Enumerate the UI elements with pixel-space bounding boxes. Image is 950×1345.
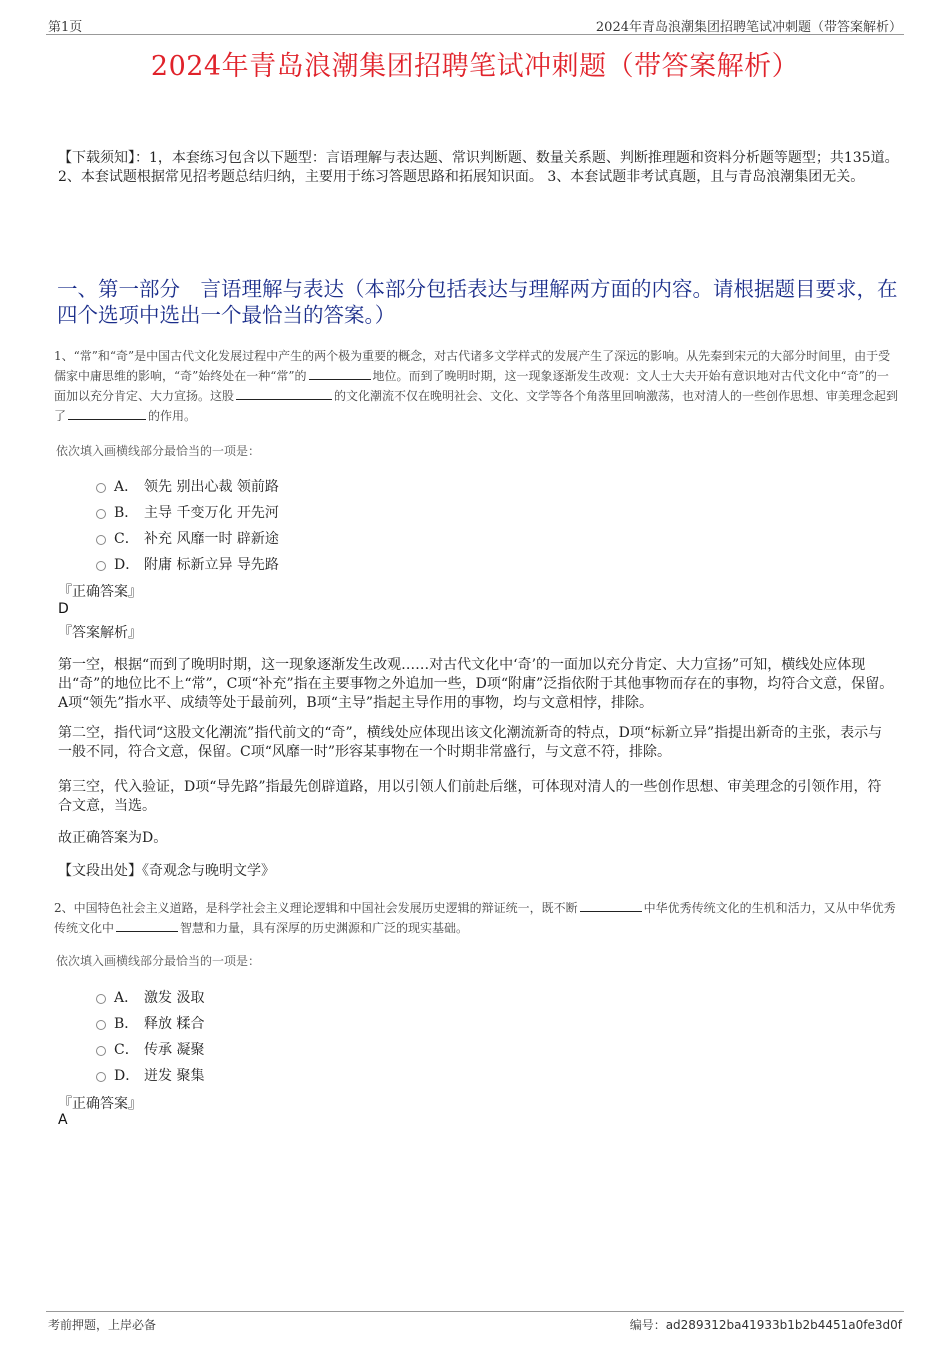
option-a[interactable]: A． 激发 汲取 bbox=[96, 984, 204, 1010]
radio-icon[interactable] bbox=[96, 561, 106, 571]
analysis-paragraph-2: 第二空，指代词“这股文化潮流”指代前文的“奇”，横线处应体现出该文化潮流新奇的特点，D项“标新立异”指提出新奇的主张，表示与一般不同，符合文意，保留。C项“风靡一时”形容某事物在一个时期非常盛行，与文意不符，排除。 bbox=[58, 725, 883, 760]
radio-icon[interactable] bbox=[96, 509, 106, 519]
correct-answer: A bbox=[58, 1112, 68, 1128]
analysis-conclusion: 故正确答案为D。 bbox=[58, 830, 168, 846]
radio-icon[interactable] bbox=[96, 1046, 106, 1056]
option-d[interactable]: D． 迸发 聚集 bbox=[96, 1062, 204, 1088]
fill-blank-3 bbox=[68, 406, 146, 420]
question-1-stem bbox=[54, 346, 900, 426]
page-header bbox=[46, 14, 904, 35]
q1-text-2: 地位。而到了晚明时期，这一现象逐渐发生改观：文人士大夫开始有意识地对古代文化中“奇”的一面加以充分肯定、大力宣扬。这股 bbox=[54, 369, 889, 403]
question-1-prompt: 依次填入画横线部分最恰当的一项是： bbox=[56, 444, 261, 458]
download-notice: 【下载须知】：1，本套练习包含以下题型：言语理解与表达题、常识判断题、数量关系题、判断推理题和资料分析题等题型；共135道。 2、本套试题根据常见招考题总结归纳，主要用于练习答题思路和拓展知识面。 3、本套试题非考试真题，且与青岛浪潮集团无关。 bbox=[58, 150, 899, 185]
header-doc-title: 2024年青岛浪潮集团招聘笔试冲刺题（带答案解析） bbox=[595, 20, 902, 35]
analysis-paragraph-3: 第三空，代入验证，D项“导先路”指最先创辟道路，用以引领人们前赴后继，可体现对清人的一些创作思想、审美理念的引领作用，符合文意，当选。 bbox=[58, 779, 882, 814]
option-d[interactable]: D． 附庸 标新立异 导先路 bbox=[96, 551, 279, 577]
fill-blank-2 bbox=[116, 918, 178, 932]
q2-text-1: 2、中国特色社会主义道路，是科学社会主义理论逻辑和中国社会发展历史逻辑的辩证统一，既不断 bbox=[54, 901, 578, 915]
radio-icon[interactable] bbox=[96, 994, 106, 1004]
page-footer bbox=[46, 1311, 904, 1336]
question-2-prompt: 依次填入画横线部分最恰当的一项是： bbox=[56, 954, 261, 968]
question-1-options bbox=[96, 473, 279, 577]
radio-icon[interactable] bbox=[96, 483, 106, 493]
radio-icon[interactable] bbox=[96, 535, 106, 545]
option-c[interactable]: C． 补充 风靡一时 辟新途 bbox=[96, 525, 279, 551]
question-2-options bbox=[96, 984, 204, 1088]
q2-text-3: 智慧和力量，具有深厚的历史渊源和广泛的现实基础。 bbox=[180, 921, 469, 935]
code-label: 编号： bbox=[629, 1318, 666, 1332]
option-a[interactable]: A． 领先 别出心裁 领前路 bbox=[96, 473, 279, 499]
code-value: ad289312ba41933b1b2b4451a0fe3d0f bbox=[665, 1318, 902, 1332]
analysis-label: 『答案解析』 bbox=[58, 625, 142, 641]
footer-slogan: 考前押题，上岸必备 bbox=[48, 1318, 157, 1332]
text-source: 【文段出处】《奇观念与晚明文学》 bbox=[58, 863, 275, 879]
correct-answer-label: 『正确答案』 bbox=[58, 1096, 142, 1112]
radio-icon[interactable] bbox=[96, 1072, 106, 1082]
correct-answer: D bbox=[58, 601, 69, 617]
page-number: 第1页 bbox=[48, 20, 83, 35]
q1-text-1: 1、“常”和“奇”是中国古代文化发展过程中产生的两个极为重要的概念，对古代诸多文学样式的发展产生了深远的影响。从先秦到宋元的大部分时间里，由于受儒家中庸思维的影响，“奇”始终处在一种“常”的 bbox=[54, 349, 891, 383]
analysis-paragraph-1: 第一空，根据“而到了晚明时期，这一现象逐渐发生改观……对古代文化中‘奇’的一面加以充分肯定、大力宣扬”可知，横线处应体现出“奇”的地位比不上“常”，C项“补充”指在主要事物之外追加一些，D项“附庸”泛指依附于其他事物而存在的事物，均符合文意，保留。A项“领先”指水平、成绩等处于最前列，B项“主导”指起主导作用的事物，均与文意相悖，排除。 bbox=[58, 657, 894, 711]
q1-text-3: 的文化潮流不仅在晚明社会、文化、文学等各个角落里回响激荡，也对清人的一些创作思想、审美理念起到了 bbox=[54, 389, 899, 423]
fill-blank-1 bbox=[309, 366, 371, 380]
option-b[interactable]: B． 主导 千变万化 开先河 bbox=[96, 499, 279, 525]
document-title: 2024年青岛浪潮集团招聘笔试冲刺题（带答案解析） bbox=[150, 51, 800, 82]
fill-blank-2 bbox=[236, 386, 332, 400]
fill-blank-1 bbox=[580, 898, 642, 912]
section-heading: 一、第一部分 言语理解与表达（本部分包括表达与理解两方面的内容。请根据题目要求，在四个选项中选出一个最恰当的答案。） bbox=[57, 277, 898, 327]
question-2-stem bbox=[54, 898, 900, 938]
q2-text-2: 中华优秀传统文化的生机和活力，又从中华优秀传统文化中 bbox=[54, 901, 896, 935]
option-b[interactable]: B． 释放 糅合 bbox=[96, 1010, 204, 1036]
footer-code bbox=[630, 1316, 902, 1333]
option-c[interactable]: C． 传承 凝聚 bbox=[96, 1036, 204, 1062]
radio-icon[interactable] bbox=[96, 1020, 106, 1030]
q1-text-4: 的作用。 bbox=[148, 409, 197, 423]
correct-answer-label: 『正确答案』 bbox=[58, 584, 142, 600]
